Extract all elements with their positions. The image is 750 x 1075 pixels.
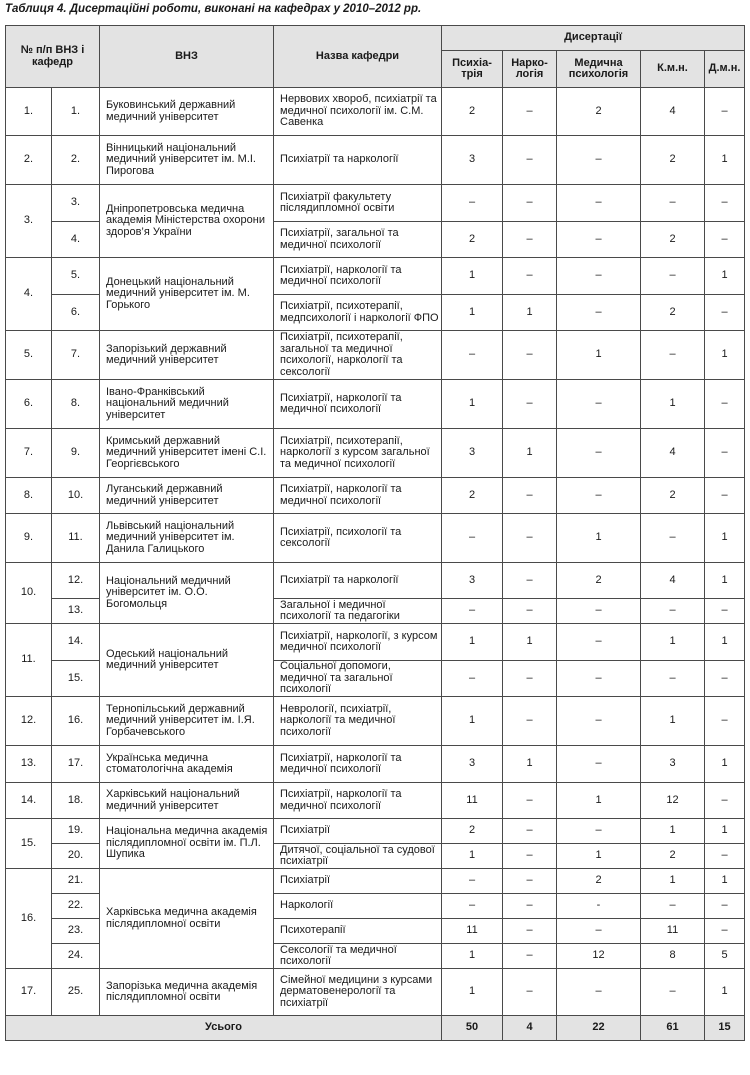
psychiatry-value: 2 — [442, 819, 503, 844]
table-row — [6, 819, 745, 844]
narcology-value: – — [503, 894, 557, 919]
doctor-value: – — [705, 661, 745, 697]
table-row — [6, 563, 745, 599]
university-number: 7. — [6, 429, 52, 478]
department-number: 13. — [52, 599, 100, 624]
narcology-value: – — [503, 697, 557, 746]
university-number: 17. — [6, 969, 52, 1016]
candidate-value: 2 — [641, 295, 705, 331]
department-number: 2. — [52, 136, 100, 185]
header-department: Назва кафедри — [274, 26, 442, 88]
psychiatry-value: 1 — [442, 295, 503, 331]
doctor-value: 1 — [705, 563, 745, 599]
candidate-value: 1 — [641, 697, 705, 746]
doctor-value: – — [705, 919, 745, 944]
table-caption: Таблиця 4. Дисертаційні роботи, виконані на кафедрах у 2010–2012 рр. — [5, 3, 422, 15]
narcology-value: – — [503, 331, 557, 380]
candidate-value: 3 — [641, 746, 705, 783]
university-number: 8. — [6, 478, 52, 514]
table-row — [6, 478, 745, 514]
psychiatry-value: – — [442, 185, 503, 222]
total-medical-psychology: 22 — [557, 1016, 641, 1041]
department-name: Психіатрії — [274, 869, 442, 894]
narcology-value: – — [503, 599, 557, 624]
university-name: Запорізький державний медичний університет — [100, 331, 274, 380]
candidate-value: 4 — [641, 563, 705, 599]
department-name: Психіатрії, загальної та медичної психології — [274, 222, 442, 258]
table-row — [6, 624, 745, 661]
university-name: Харківський національний медичний університет — [100, 783, 274, 819]
candidate-value: – — [641, 185, 705, 222]
department-name: Психіатрії, наркології та медичної психології — [274, 783, 442, 819]
candidate-value: – — [641, 661, 705, 697]
university-number: 1. — [6, 88, 52, 136]
header-candidate: К.м.н. — [641, 51, 705, 88]
doctor-value: – — [705, 478, 745, 514]
doctor-value: 1 — [705, 819, 745, 844]
table-row — [6, 185, 745, 222]
department-number: 3. — [52, 185, 100, 222]
header-medical-psychology: Медична психологія — [557, 51, 641, 88]
university-name: Івано-Франківський національний медичний університет — [100, 380, 274, 429]
table-row — [6, 331, 745, 380]
psychiatry-value: 11 — [442, 919, 503, 944]
psychiatry-value: 1 — [442, 697, 503, 746]
doctor-value: 1 — [705, 258, 745, 295]
university-name: Донецький національний медичний університет ім. М. Горького — [100, 258, 274, 331]
doctor-value: 1 — [705, 514, 745, 563]
department-name: Психіатрії — [274, 819, 442, 844]
medical-psychology-value: 2 — [557, 869, 641, 894]
doctor-value: – — [705, 697, 745, 746]
candidate-value: 2 — [641, 136, 705, 185]
medical-psychology-value: – — [557, 746, 641, 783]
candidate-value: – — [641, 599, 705, 624]
header-doctor: Д.м.н. — [705, 51, 745, 88]
department-number: 17. — [52, 746, 100, 783]
department-number: 4. — [52, 222, 100, 258]
department-name: Дитячої, соціальної та судової психіатрії — [274, 844, 442, 869]
narcology-value: – — [503, 185, 557, 222]
university-number: 16. — [6, 869, 52, 969]
doctor-value: – — [705, 894, 745, 919]
narcology-value: – — [503, 222, 557, 258]
medical-psychology-value: 2 — [557, 563, 641, 599]
narcology-value: 1 — [503, 295, 557, 331]
medical-psychology-value: – — [557, 258, 641, 295]
department-name: Психіатрії, наркології та медичної психології — [274, 380, 442, 429]
university-name: Українська медична стоматологічна академія — [100, 746, 274, 783]
university-name: Львівський національний медичний університет ім. Данила Галицького — [100, 514, 274, 563]
department-name: Психотерапії — [274, 919, 442, 944]
candidate-value: 1 — [641, 380, 705, 429]
table-row — [6, 969, 745, 1016]
doctor-value: – — [705, 783, 745, 819]
narcology-value: – — [503, 783, 557, 819]
narcology-value: – — [503, 88, 557, 136]
psychiatry-value: – — [442, 331, 503, 380]
doctor-value: 1 — [705, 136, 745, 185]
department-number: 5. — [52, 258, 100, 295]
medical-psychology-value: – — [557, 380, 641, 429]
medical-psychology-value: – — [557, 599, 641, 624]
university-name: Тернопільський державний медичний університет ім. І.Я. Горбачевського — [100, 697, 274, 746]
department-name: Наркології — [274, 894, 442, 919]
candidate-value: 4 — [641, 429, 705, 478]
table-row — [6, 88, 745, 136]
total-psychiatry: 50 — [442, 1016, 503, 1041]
university-number: 4. — [6, 258, 52, 331]
medical-psychology-value: 1 — [557, 783, 641, 819]
department-name: Психіатрії, наркології та медичної психології — [274, 478, 442, 514]
narcology-value: – — [503, 380, 557, 429]
table-row — [6, 746, 745, 783]
table-row — [6, 514, 745, 563]
university-number: 9. — [6, 514, 52, 563]
department-name: Сексології та медичної психології — [274, 944, 442, 969]
psychiatry-value: 3 — [442, 746, 503, 783]
university-name: Буковинський державний медичний університет — [100, 88, 274, 136]
narcology-value: – — [503, 944, 557, 969]
candidate-value: 11 — [641, 919, 705, 944]
psychiatry-value: 1 — [442, 844, 503, 869]
medical-psychology-value: 12 — [557, 944, 641, 969]
candidate-value: 4 — [641, 88, 705, 136]
table-body — [6, 88, 745, 1041]
department-number: 1. — [52, 88, 100, 136]
dissertations-table — [5, 25, 745, 1041]
candidate-value: 2 — [641, 222, 705, 258]
department-number: 23. — [52, 919, 100, 944]
narcology-value: – — [503, 136, 557, 185]
narcology-value: – — [503, 514, 557, 563]
candidate-value: 8 — [641, 944, 705, 969]
psychiatry-value: 1 — [442, 969, 503, 1016]
university-name: Харківська медична академія післядипломної освіти — [100, 869, 274, 969]
candidate-value: – — [641, 894, 705, 919]
doctor-value: 1 — [705, 746, 745, 783]
table-row — [6, 429, 745, 478]
department-name: Сімейної медицини з курсами дерматовенерології та психіатрії — [274, 969, 442, 1016]
narcology-value: – — [503, 478, 557, 514]
doctor-value: – — [705, 185, 745, 222]
narcology-value: – — [503, 869, 557, 894]
doctor-value: – — [705, 295, 745, 331]
total-doctor: 15 — [705, 1016, 745, 1041]
department-name: Психіатрії, наркології та медичної психології — [274, 258, 442, 295]
department-number: 15. — [52, 661, 100, 697]
psychiatry-value: – — [442, 869, 503, 894]
psychiatry-value: 11 — [442, 783, 503, 819]
university-number: 15. — [6, 819, 52, 869]
narcology-value: 1 — [503, 746, 557, 783]
university-name: Луганський державний медичний університет — [100, 478, 274, 514]
department-number: 20. — [52, 844, 100, 869]
narcology-value: – — [503, 563, 557, 599]
psychiatry-value: 1 — [442, 624, 503, 661]
candidate-value: – — [641, 514, 705, 563]
department-number: 8. — [52, 380, 100, 429]
header-num: № п/п ВНЗ і кафедр — [6, 26, 100, 88]
psychiatry-value: 3 — [442, 429, 503, 478]
narcology-value: 1 — [503, 429, 557, 478]
university-name: Одеський національний медичний університет — [100, 624, 274, 697]
medical-psychology-value: 1 — [557, 331, 641, 380]
department-name: Психіатрії та наркології — [274, 563, 442, 599]
narcology-value: – — [503, 661, 557, 697]
doctor-value: – — [705, 599, 745, 624]
candidate-value: 2 — [641, 478, 705, 514]
candidate-value: – — [641, 969, 705, 1016]
department-name: Загальної і медичної психології та педагогіки — [274, 599, 442, 624]
university-name: Дніпропетровська медична академія Міністерства охорони здоров’я України — [100, 185, 274, 258]
table-row — [6, 258, 745, 295]
narcology-value: – — [503, 969, 557, 1016]
department-name: Нервових хвороб, психіатрії та медичної психології ім. С.М. Савенка — [274, 88, 442, 136]
table-row — [6, 697, 745, 746]
candidate-value: 2 — [641, 844, 705, 869]
department-number: 16. — [52, 697, 100, 746]
university-number: 10. — [6, 563, 52, 624]
department-number: 14. — [52, 624, 100, 661]
department-name: Психіатрії факультету післядипломної освіти — [274, 185, 442, 222]
university-number: 14. — [6, 783, 52, 819]
psychiatry-value: 3 — [442, 136, 503, 185]
university-number: 11. — [6, 624, 52, 697]
psychiatry-value: 2 — [442, 478, 503, 514]
total-narcology: 4 — [503, 1016, 557, 1041]
medical-psychology-value: – — [557, 969, 641, 1016]
department-number: 25. — [52, 969, 100, 1016]
university-name: Запорізька медична академія післядипломної освіти — [100, 969, 274, 1016]
table-row — [6, 783, 745, 819]
psychiatry-value: – — [442, 514, 503, 563]
university-number: 6. — [6, 380, 52, 429]
total-label: Усього — [6, 1016, 442, 1041]
medical-psychology-value: – — [557, 697, 641, 746]
department-name: Психіатрії, психотерапії, медпсихології і наркології ФПО — [274, 295, 442, 331]
medical-psychology-value: – — [557, 429, 641, 478]
university-number: 12. — [6, 697, 52, 746]
university-name: Національна медична академія післядипломної освіти ім. П.Л. Шупика — [100, 819, 274, 869]
medical-psychology-value: – — [557, 624, 641, 661]
narcology-value: – — [503, 819, 557, 844]
candidate-value: 12 — [641, 783, 705, 819]
psychiatry-value: – — [442, 894, 503, 919]
department-name: Психіатрії, наркології, з курсом медичної психології — [274, 624, 442, 661]
department-number: 21. — [52, 869, 100, 894]
department-number: 19. — [52, 819, 100, 844]
candidate-value: – — [641, 331, 705, 380]
narcology-value: – — [503, 919, 557, 944]
department-number: 22. — [52, 894, 100, 919]
medical-psychology-value: 2 — [557, 88, 641, 136]
department-number: 24. — [52, 944, 100, 969]
total-candidate: 61 — [641, 1016, 705, 1041]
narcology-value: 1 — [503, 624, 557, 661]
psychiatry-value: – — [442, 661, 503, 697]
table-row — [6, 380, 745, 429]
department-number: 6. — [52, 295, 100, 331]
header-narcology: Нарко-логія — [503, 51, 557, 88]
medical-psychology-value: – — [557, 478, 641, 514]
medical-psychology-value: – — [557, 295, 641, 331]
doctor-value: – — [705, 88, 745, 136]
department-number: 12. — [52, 563, 100, 599]
department-number: 18. — [52, 783, 100, 819]
medical-psychology-value: - — [557, 894, 641, 919]
department-name: Психіатрії, психотерапії, загальної та медичної психології, наркології та сексології — [274, 331, 442, 380]
medical-psychology-value: – — [557, 185, 641, 222]
candidate-value: 1 — [641, 869, 705, 894]
psychiatry-value: 1 — [442, 380, 503, 429]
department-number: 9. — [52, 429, 100, 478]
department-name: Психіатрії та наркології — [274, 136, 442, 185]
department-name: Психіатрії, психотерапії, наркології з курсом загальної та медичної психології — [274, 429, 442, 478]
doctor-value: – — [705, 429, 745, 478]
psychiatry-value: 3 — [442, 563, 503, 599]
department-number: 10. — [52, 478, 100, 514]
doctor-value: – — [705, 380, 745, 429]
psychiatry-value: – — [442, 599, 503, 624]
doctor-value: 1 — [705, 869, 745, 894]
header-psychiatry: Психіа-трія — [442, 51, 503, 88]
medical-psychology-value: – — [557, 222, 641, 258]
candidate-value: 1 — [641, 624, 705, 661]
doctor-value: – — [705, 844, 745, 869]
table-row — [6, 136, 745, 185]
university-number: 5. — [6, 331, 52, 380]
university-name: Кримський державний медичний університет імені С.І. Георгієвського — [100, 429, 274, 478]
university-number: 3. — [6, 185, 52, 258]
candidate-value: – — [641, 258, 705, 295]
department-name: Неврології, психіатрії, наркології та медичної психології — [274, 697, 442, 746]
narcology-value: – — [503, 844, 557, 869]
university-number: 13. — [6, 746, 52, 783]
doctor-value: – — [705, 222, 745, 258]
doctor-value: 1 — [705, 331, 745, 380]
department-name: Психіатрії, наркології та медичної психології — [274, 746, 442, 783]
table-row — [6, 869, 745, 894]
psychiatry-value: 1 — [442, 258, 503, 295]
header-university: ВНЗ — [100, 26, 274, 88]
doctor-value: 5 — [705, 944, 745, 969]
medical-psychology-value: – — [557, 136, 641, 185]
department-name: Психіатрії, психології та сексології — [274, 514, 442, 563]
medical-psychology-value: – — [557, 661, 641, 697]
university-name: Вінницький національний медичний університет ім. М.І. Пирогова — [100, 136, 274, 185]
doctor-value: 1 — [705, 969, 745, 1016]
header-dissertations: Дисертації — [442, 26, 745, 51]
candidate-value: 1 — [641, 819, 705, 844]
department-name: Соціальної допомоги, медичної та загальної психології — [274, 661, 442, 697]
psychiatry-value: 2 — [442, 222, 503, 258]
total-row — [6, 1016, 745, 1041]
psychiatry-value: 2 — [442, 88, 503, 136]
department-number: 11. — [52, 514, 100, 563]
medical-psychology-value: – — [557, 919, 641, 944]
university-number: 2. — [6, 136, 52, 185]
narcology-value: – — [503, 258, 557, 295]
department-number: 7. — [52, 331, 100, 380]
psychiatry-value: 1 — [442, 944, 503, 969]
medical-psychology-value: 1 — [557, 844, 641, 869]
doctor-value: 1 — [705, 624, 745, 661]
university-name: Національний медичний університет ім. О.О. Богомольця — [100, 563, 274, 624]
medical-psychology-value: 1 — [557, 514, 641, 563]
medical-psychology-value: – — [557, 819, 641, 844]
